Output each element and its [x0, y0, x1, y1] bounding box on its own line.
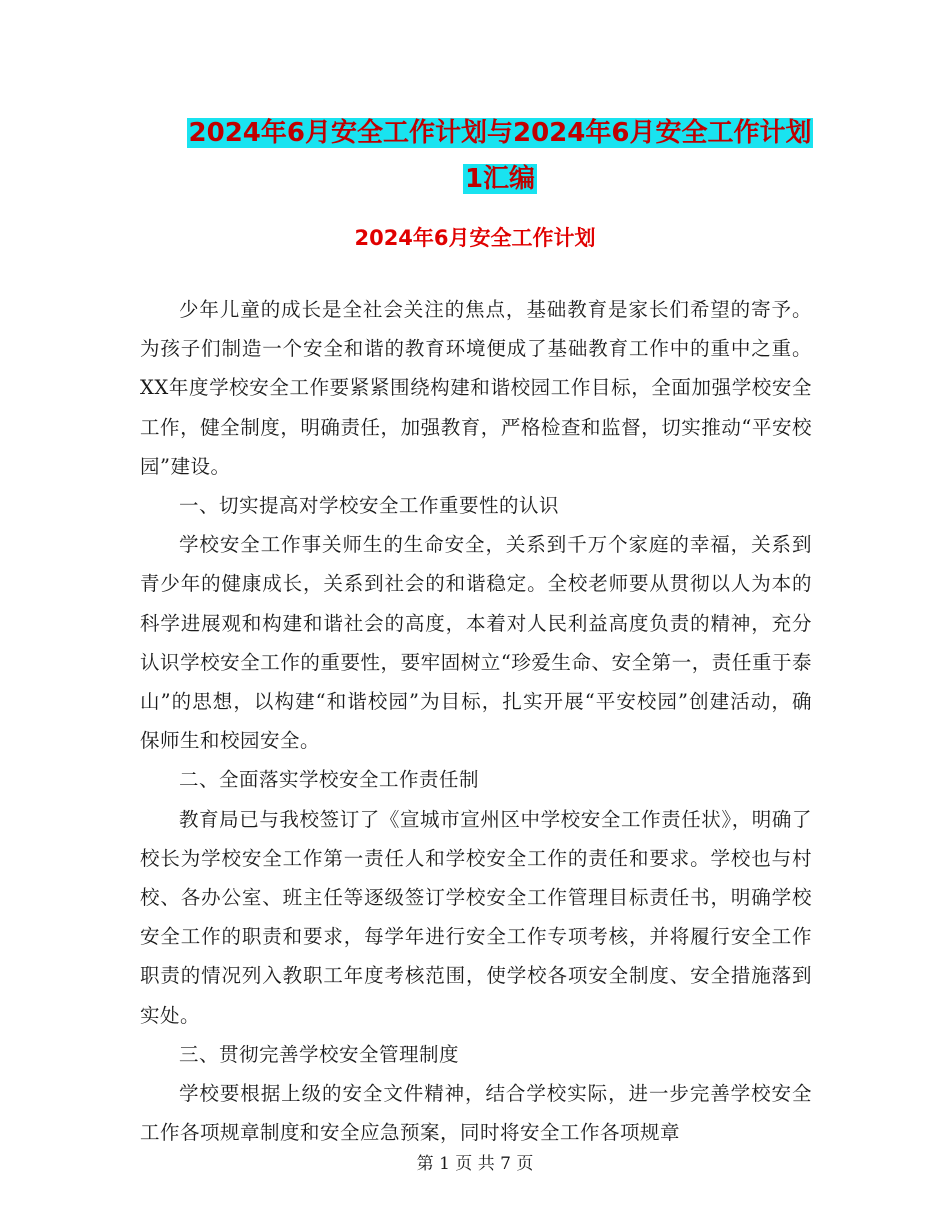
paragraph-intro: 少年儿童的成长是全社会关注的焦点，基础教育是家长们希望的寄予。为孩子们制造一个安全和谐的教育环境便成了基础教育工作中的重中之重。XX年度学校安全工作要紧紧围绕构建和谐校园工作目标，全面加强学校安全工作，健全制度，明确责任，加强教育，严格检查和监督，切实推动“平安校园”建设。	[140, 298, 812, 478]
document-title-line-1: 2024年6月安全工作计划与2024年6月安全工作计划	[188, 118, 812, 148]
section-title: 2024年6月安全工作计划	[354, 226, 596, 250]
document-title-line-2: 1汇编	[464, 164, 536, 194]
document-title	[140, 110, 860, 202]
heading-3: 三、贯彻完善学校安全管理制度	[179, 1042, 460, 1066]
paragraph-3: 学校要根据上级的安全文件精神，结合学校实际，进一步完善学校安全工作各项规章制度和安全应急预案，同时将安全工作各项规章	[140, 1082, 812, 1145]
heading-1: 一、切实提高对学校安全工作重要性的认识	[179, 494, 560, 518]
page-footer: 第 1 页 共 7 页	[416, 1154, 534, 1174]
paragraph-1: 学校安全工作事关师生的生命安全，关系到千万个家庭的幸福，关系到青少年的健康成长，关系到社会的和谐稳定。全校老师要从贯彻以人为本的科学进展观和构建和谐社会的高度，本着对人民利益高度负责的精神，充分认识学校安全工作的重要性，要牢固树立“珍爱生命、安全第一，责任重于泰山”的思想，以构建“和谐校园”为目标，扎实开展“平安校园”创建活动，确保师生和校园安全。	[140, 533, 812, 753]
heading-2: 二、全面落实学校安全工作责任制	[179, 768, 480, 792]
paragraph-2: 教育局已与我校签订了《宣城市宣州区中学校安全工作责任状》，明确了校长为学校安全工作第一责任人和学校安全工作的责任和要求。学校也与村校、各办公室、班主任等逐级签订学校安全工作管理目标责任书，明确学校安全工作的职责和要求，每学年进行安全工作专项考核，并将履行安全工作职责的情况列入教职工年度考核范围，使学校各项安全制度、安全措施落到实处。	[140, 807, 812, 1027]
document-body	[140, 290, 812, 1152]
